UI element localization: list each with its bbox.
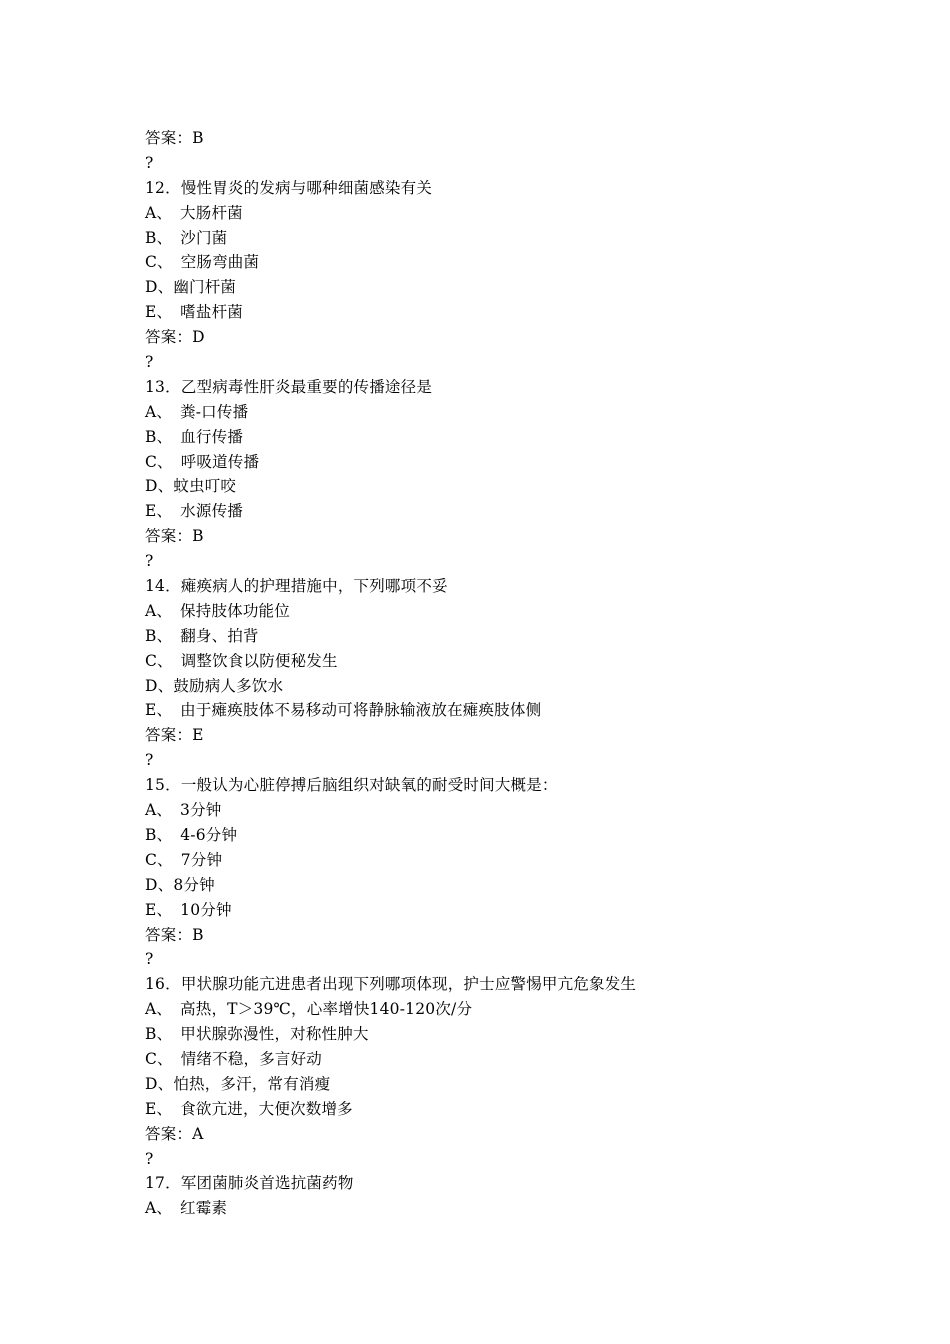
answer-line: 答案：A xyxy=(145,1124,204,1143)
option-b: B、 4-6分钟 xyxy=(145,825,238,844)
question-16: 16．甲状腺功能亢进患者出现下列哪项体现，护士应警惕甲亢危象发生 xyxy=(145,975,637,994)
question-12: 12．慢性胃炎的发病与哪种细菌感染有关 xyxy=(145,178,433,197)
option-a: A、 大肠杆菌 xyxy=(145,203,243,222)
option-b: B、 沙门菌 xyxy=(145,228,228,247)
option-a: A、 粪-口传播 xyxy=(145,402,249,421)
separator-mark: ? xyxy=(145,353,154,372)
answer-line: 答案：D xyxy=(145,328,205,347)
option-e: E、 食欲亢进，大便次数增多 xyxy=(145,1099,353,1118)
option-a: A、 3分钟 xyxy=(145,801,222,820)
question-15: 15．一般认为心脏停搏后脑组织对缺氧的耐受时间大概是： xyxy=(145,776,558,795)
option-c: C、 7分钟 xyxy=(145,850,223,869)
option-c: C、 呼吸道传播 xyxy=(145,452,260,471)
separator-mark: ? xyxy=(145,153,154,172)
option-c: C、 空肠弯曲菌 xyxy=(145,253,260,272)
question-14: 14．瘫痪病人的护理措施中，下列哪项不妥 xyxy=(145,577,448,596)
option-d: D、怕热，多汗，常有消瘦 xyxy=(145,1074,331,1093)
question-17: 17．军团菌肺炎首选抗菌药物 xyxy=(145,1174,354,1193)
answer-line: 答案：B xyxy=(145,129,204,147)
separator-mark: ? xyxy=(145,751,154,770)
option-c: C、 情绪不稳，多言好动 xyxy=(145,1049,323,1068)
option-a: A、 保持肢体功能位 xyxy=(145,601,290,620)
question-13: 13．乙型病毒性肝炎最重要的传播途径是 xyxy=(145,377,433,396)
answer-line: 答案：B xyxy=(145,527,204,546)
separator-mark: ? xyxy=(145,552,154,571)
option-b: B、 甲状腺弥漫性，对称性肿大 xyxy=(145,1025,369,1044)
answer-line: 答案：E xyxy=(145,726,204,745)
option-a: A、 高热，T＞39℃，心率增快140-120次/分 xyxy=(145,1000,473,1019)
option-d: D、幽门杆菌 xyxy=(145,278,237,297)
option-e: E、 水源传播 xyxy=(145,502,243,521)
option-c: C、 调整饮食以防便秘发生 xyxy=(145,651,338,670)
option-b: B、 翻身、拍背 xyxy=(145,626,259,645)
separator-mark: ? xyxy=(145,950,154,969)
option-b: B、 血行传播 xyxy=(145,427,244,446)
option-d: D、鼓励病人多饮水 xyxy=(145,676,284,695)
separator-mark: ? xyxy=(145,1149,154,1168)
answer-line: 答案：B xyxy=(145,925,204,944)
option-e: E、 由于瘫痪肢体不易移动可将静脉输液放在瘫痪肢体侧 xyxy=(145,701,542,720)
option-d: D、8分钟 xyxy=(145,875,215,894)
option-a: A、 红霉素 xyxy=(145,1199,228,1218)
option-e: E、 嗜盐杆菌 xyxy=(145,303,243,322)
document-page xyxy=(145,126,865,1221)
option-e: E、 10分钟 xyxy=(145,900,232,919)
option-d: D、蚊虫叮咬 xyxy=(145,477,237,496)
